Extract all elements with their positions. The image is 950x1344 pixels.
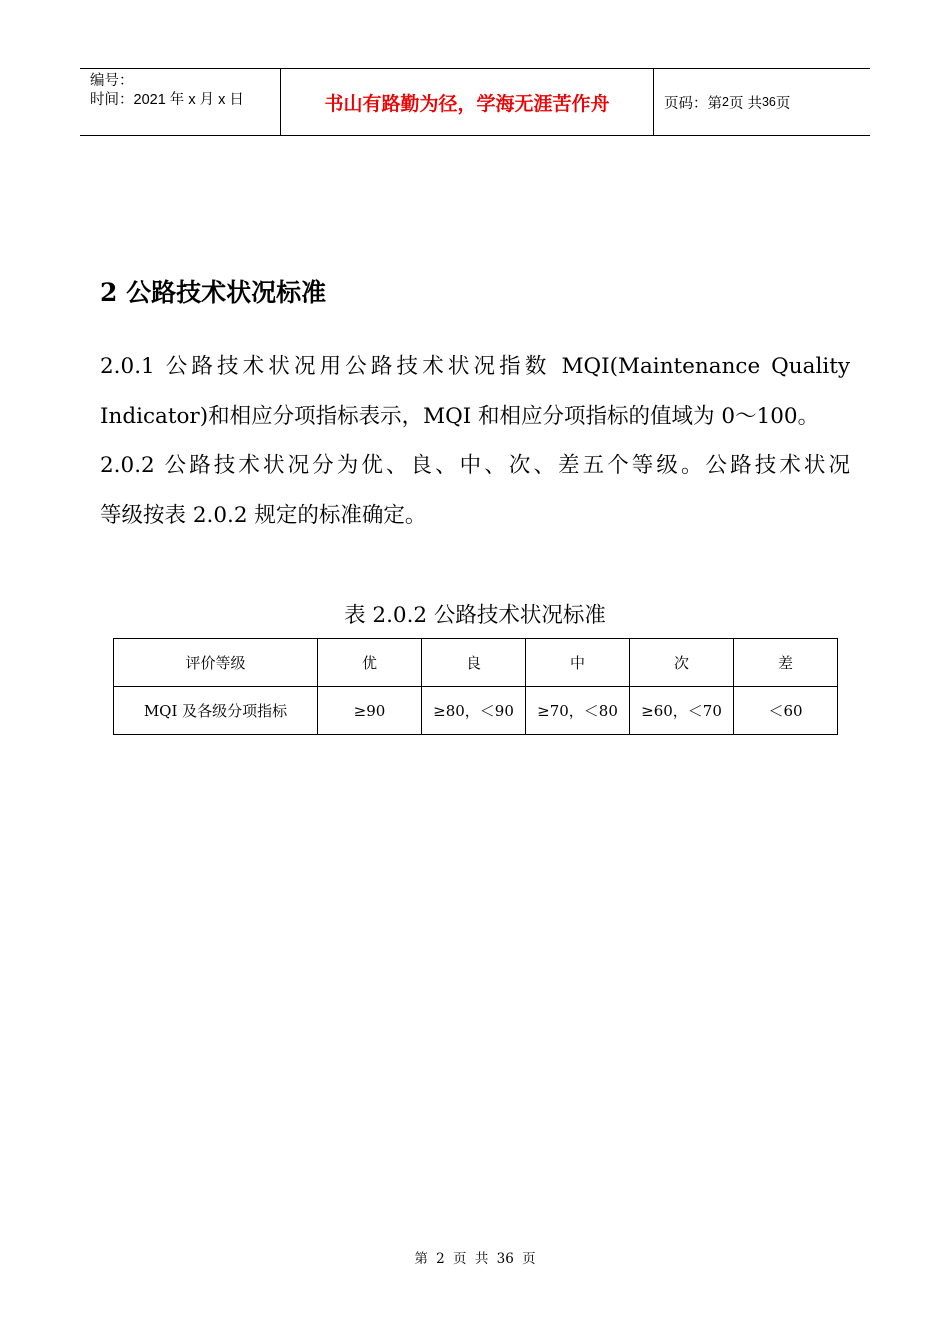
table-cell: 良 xyxy=(422,639,526,687)
table-cell: ＜60 xyxy=(734,687,838,735)
paragraph-2-0-2 xyxy=(100,441,850,540)
document-number-label: 编号： xyxy=(90,73,134,89)
table-cell: 差 xyxy=(734,639,838,687)
table-cell: ≥70，＜80 xyxy=(526,687,630,735)
header-motto: 书山有路勤为径，学海无涯苦作舟 xyxy=(281,69,654,135)
table-header-row xyxy=(114,639,838,687)
table-cell: 优 xyxy=(318,639,422,687)
paragraph-line: Indicator)和相应分项指标表示，MQI 和相应分项指标的值域为 0～100。 xyxy=(100,403,820,429)
table-cell: 中 xyxy=(526,639,630,687)
page-total: 36 xyxy=(761,95,776,109)
table-cell: ≥60，＜70 xyxy=(630,687,734,735)
paragraph-line: 2.0.2 公路技术状况分为优、良、中、次、差五个等级。公路技术状况 xyxy=(100,453,850,478)
page-suffix: 页 xyxy=(775,95,791,112)
paragraph-line: 等级按表 2.0.2 规定的标准确定。 xyxy=(100,502,427,528)
table-row xyxy=(114,687,838,735)
paragraph-2-0-1 xyxy=(100,342,850,441)
header-meta-cell xyxy=(80,69,281,135)
page-prefix: 页码：第 xyxy=(664,95,722,112)
page-header xyxy=(80,68,870,136)
table-title: 表 2.0.2 公路技术状况标准 xyxy=(344,603,606,628)
table-cell: 次 xyxy=(630,639,734,687)
grade-table xyxy=(113,638,838,735)
table-cell: ≥80，＜90 xyxy=(422,687,526,735)
table-cell: ≥90 xyxy=(318,687,422,735)
section-heading: 2 公路技术状况标准 xyxy=(100,278,327,307)
header-page-counter xyxy=(654,69,870,135)
page-footer: 第 2 页 共 36 页 xyxy=(414,1251,536,1267)
table-cell: MQI 及各级分项指标 xyxy=(114,687,318,735)
paragraph-line: 2.0.1 公路技术状况用公路技术状况指数 MQI(Maintenance Quality xyxy=(100,354,850,379)
page-number: 2 xyxy=(722,95,729,109)
table-cell: 评价等级 xyxy=(114,639,318,687)
document-time-label: 时间：2021 年 x 月 x 日 xyxy=(90,92,244,108)
page-mid: 页 共 xyxy=(728,95,762,112)
